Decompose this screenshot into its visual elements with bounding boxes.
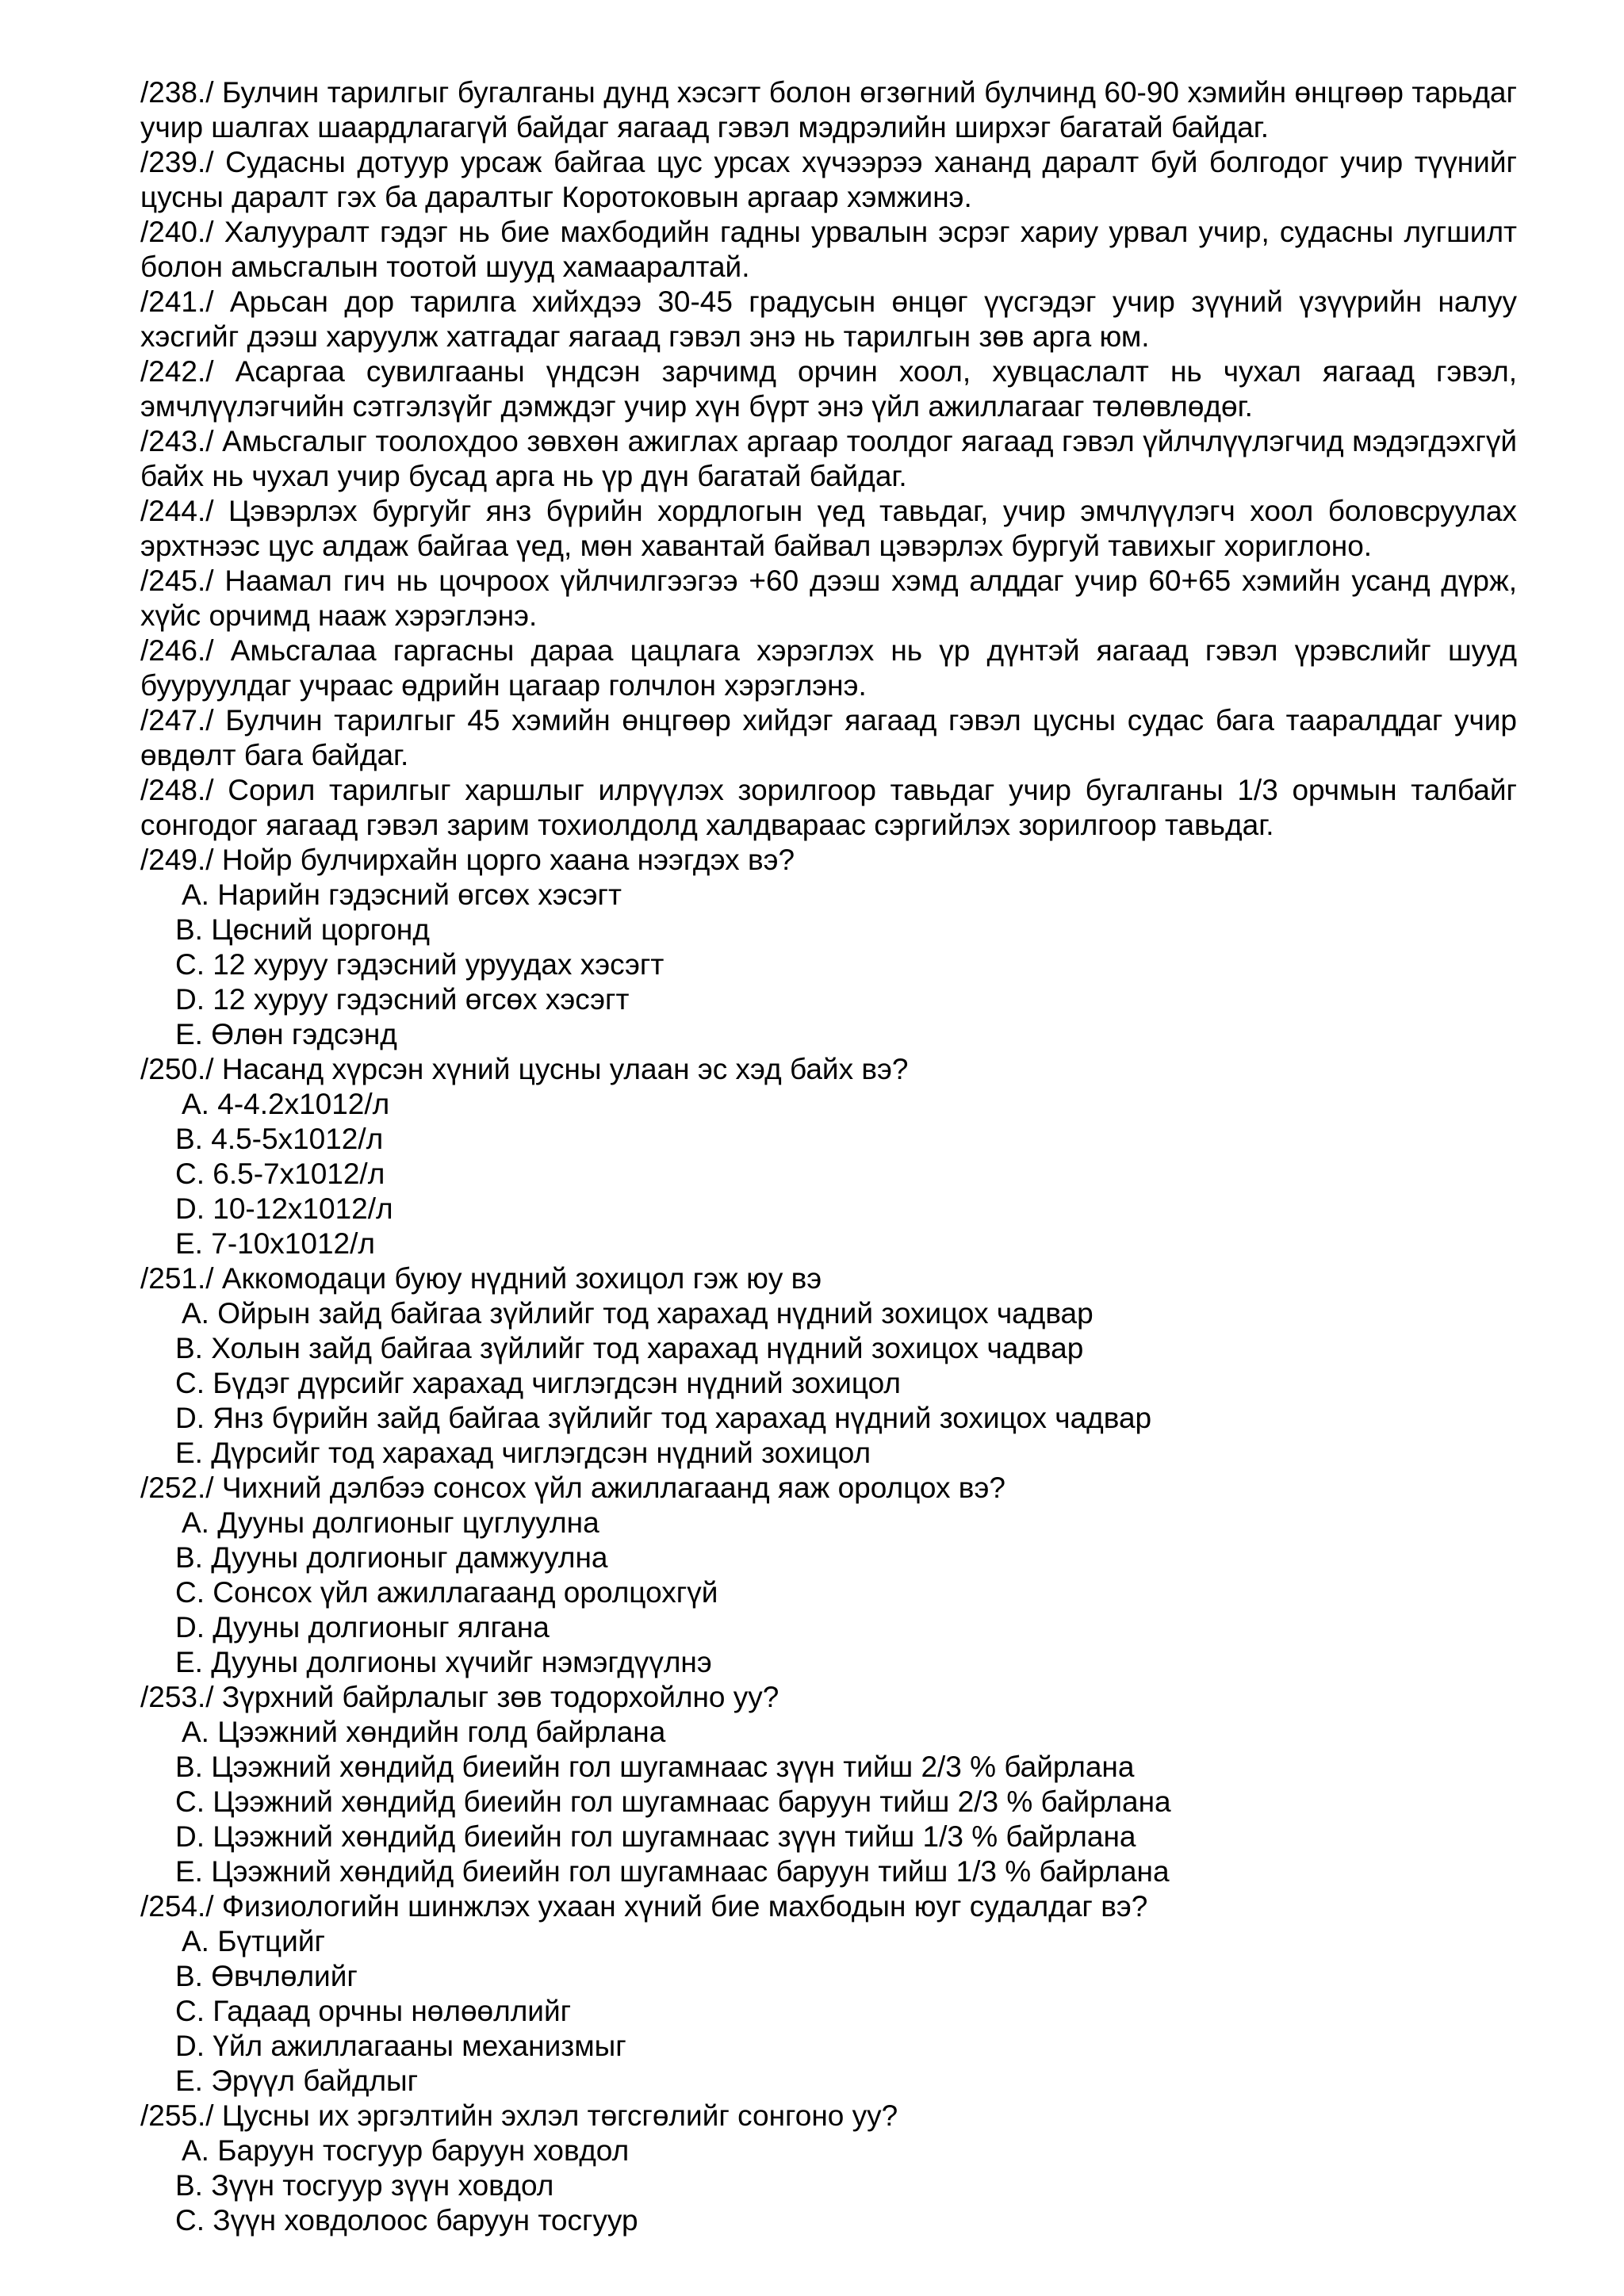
option-b: B. Холын зайд байгаа зүйлийг тод харахад нүдний зохицох чадвар: [175, 1332, 1084, 1364]
option-c: C. 12 хуруу гэдэсний уруудах хэсэгт: [175, 948, 665, 981]
question-text: /255./ Цусны их эргэлтийн эхлэл төгсгөлийг сонгоно уу?: [140, 2099, 898, 2132]
question-text: /253./ Зүрхний байрлалыг зөв тодорхойлно уу?: [140, 1681, 779, 1713]
option-d: D. 10-12x1012/л: [175, 1192, 393, 1225]
statement-244: /244./ Цэвэрлэх бургуйг янз бүрийн хордлогын үед тавьдаг, учир эмчлүүлэгч хоол боловсруулах эрхтнээс цус алдаж байгаа үед, мөн хавантай байвал цэвэрлэх бургуй тавихыг хориглоно.: [140, 495, 1517, 562]
option-c: C. Сонсох үйл ажиллагаанд оролцохгүй: [175, 1576, 718, 1609]
question-252: [140, 1471, 1517, 1680]
statement-241: /241./ Арьсан дор тарилга хийхдээ 30-45 градусын өнцөг үүсгэдэг учир зүүний үзүүрийн налуу хэсгийг дээш харуулж хатгадаг яагаад гэвэл энэ нь тарилгын зөв арга юм.: [140, 285, 1517, 353]
statement-248: /248./ Сорил тарилгыг харшлыг илрүүлэх зорилгоор тавьдаг учир бугалганы 1/3 орчмын талбайг сонгодог яагаад гэвэл зарим тохиолдолд халдвараас сэргийлэх зорилгоор тавьдаг.: [140, 774, 1517, 841]
option-c: C. Зүүн ховдолоос баруун тосгуур: [175, 2204, 638, 2237]
option-b: B. Цээжний хөндийд биеийн гол шугамнаас зүүн тийш 2/3 % байрлана: [175, 1751, 1135, 1783]
option-a: A. Дууны долгионыг цуглуулна: [182, 1506, 599, 1539]
option-b: B. Цөсний цоргонд: [175, 913, 430, 946]
option-e: E. Дууны долгионы хүчийг нэмэгдүүлнэ: [175, 1646, 712, 1678]
option-c: C. Гадаад орчны нөлөөллийг: [175, 1995, 572, 2027]
statement-247: /247./ Булчин тарилгыг 45 хэмийн өнцгөөр хийдэг яагаад гэвэл цусны судас бага тааралддаг учир өвдөлт бага байдаг.: [140, 704, 1517, 771]
option-e: E. Эрүүл байдлыг: [175, 2064, 419, 2097]
statement-238: /238./ Булчин тарилгыг бугалганы дунд хэсэгт болон өгзөгний булчинд 60-90 хэмийн өнцгөөр тарьдаг учир шалгах шаардлагагүй байдаг яагаад гэвэл мэдрэлийн ширхэг багатай байдаг.: [140, 76, 1517, 144]
option-c: C. Цээжний хөндийд биеийн гол шугамнаас баруун тийш 2/3 % байрлана: [175, 1785, 1171, 1818]
question-text: /251./ Аккомодаци буюу нүдний зохицол гэж юу вэ: [140, 1262, 822, 1295]
option-b: B. Зүүн тосгуур зүүн ховдол: [175, 2169, 554, 2202]
option-d: D. 12 хуруу гэдэсний өгсөх хэсэгт: [175, 983, 630, 1016]
question-text: /254./ Физиологийн шинжлэх ухаан хүний бие махбодын юуг судалдаг вэ?: [140, 1890, 1148, 1923]
statement-245: /245./ Наамал гич нь цочроох үйлчилгээгээ +60 дээш хэмд алддаг учир 60+65 хэмийн усанд дүрж, хүйс орчимд нааж хэрэглэнэ.: [140, 564, 1517, 632]
option-e: E. Цээжний хөндийд биеийн гол шугамнаас баруун тийш 1/3 % байрлана: [175, 1855, 1170, 1888]
question-253: [140, 1680, 1517, 1889]
question-251: [140, 1261, 1517, 1471]
statement-246: /246./ Амьсгалаа гаргасны дараа цацлага хэрэглэх нь үр дүнтэй яагаад гэвэл үрэвслийг шууд бууруулдаг учраас өдрийн цагаар голчлон хэрэглэнэ.: [140, 634, 1517, 702]
statement-240: /240./ Халууралт гэдэг нь бие махбодийн гадны урвалын эсрэг хариу урвал учир, судасны лугшилт болон амьсгалын тоотой шууд хамааралтай.: [140, 216, 1517, 283]
option-e: E. Дүрсийг тод харахад чиглэгдсэн нүдний зохицол: [175, 1437, 871, 1469]
question-255: [140, 2099, 1517, 2238]
option-a: A. Нарийн гэдэсний өгсөх хэсэгт: [182, 878, 622, 911]
question-text: /252./ Чихний дэлбээ сонсох үйл ажиллагаанд яаж оролцох вэ?: [140, 1471, 1005, 1504]
option-d: D. Цээжний хөндийд биеийн гол шугамнаас зүүн тийш 1/3 % байрлана: [175, 1820, 1136, 1853]
option-a: A. Баруун тосгуур баруун ховдол: [182, 2134, 630, 2167]
option-a: A. Бүтцийг: [182, 1925, 325, 1957]
option-d: D. Янз бүрийн зайд байгаа зүйлийг тод харахад нүдний зохицох чадвар: [175, 1402, 1152, 1434]
option-e: E. Өлөн гэдсэнд: [175, 1018, 397, 1050]
statement-239: /239./ Судасны дотуур урсаж байгаа цус урсах хүчээрээ хананд даралт буй болгодог учир түүнийг цусны даралт гэх ба даралтыг Коротоковын аргаар хэмжинэ.: [140, 146, 1517, 213]
statement-243: /243./ Амьсгалыг тоолохдоо зөвхөн ажиглах аргаар тоолдог яагаад гэвэл үйлчлүүлэгчид мэдэгдэхгүй байх нь чухал учир бусад арга нь үр дүн багатай байдаг.: [140, 425, 1517, 492]
question-250: [140, 1052, 1517, 1261]
option-b: B. Өвчлөлийг: [175, 1960, 358, 1992]
statement-242: /242./ Асаргаа сувилгааны үндсэн зарчимд орчин хоол, хувцаслалт нь чухал яагаад гэвэл, эмчлүүлэгчийн сэтгэлзүйг дэмждэг учир хүн бүрт энэ үйл ажиллагааг төлөвлөдөг.: [140, 355, 1517, 423]
document-page: [140, 75, 1517, 2238]
option-a: A. Цээжний хөндийн голд байрлана: [182, 1716, 666, 1748]
option-e: E. 7-10x1012/л: [175, 1227, 375, 1260]
question-254: [140, 1889, 1517, 2099]
option-d: D. Дууны долгионыг ялгана: [175, 1611, 550, 1644]
option-c: C. 6.5-7x1012/л: [175, 1158, 385, 1190]
option-a: A. 4-4.2x1012/л: [182, 1088, 390, 1120]
option-d: D. Үйл ажиллагааны механизмыг: [175, 2030, 626, 2062]
option-c: C. Бүдэг дүрсийг харахад чиглэгдсэн нүдний зохицол: [175, 1367, 901, 1399]
question-text: /249./ Нойр булчирхайн цорго хаана нээгдэх вэ?: [140, 844, 795, 876]
question-text: /250./ Насанд хүрсэн хүний цусны улаан эс хэд байх вэ?: [140, 1053, 909, 1085]
option-b: B. Дууны долгионыг дамжуулна: [175, 1541, 608, 1574]
question-249: [140, 843, 1517, 1052]
option-b: B. 4.5-5x1012/л: [175, 1123, 384, 1155]
option-a: A. Ойрын зайд байгаа зүйлийг тод харахад нүдний зохицох чадвар: [182, 1297, 1094, 1330]
